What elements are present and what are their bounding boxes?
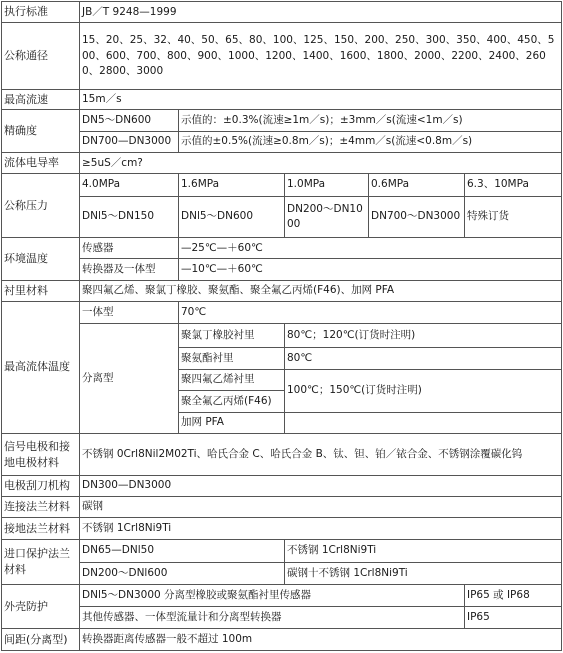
row-maxtemp-integral	[2, 302, 562, 324]
inlet-flange-material-2: 碳钢十不锈钢 1Crl8Ni9Ti	[285, 562, 562, 584]
ambient-converter-label: 转换器及一体型	[80, 259, 179, 280]
row-diameter	[2, 23, 562, 90]
row-maxflow	[2, 90, 562, 110]
row-protection-1	[2, 584, 562, 606]
pressure-range-5: 特殊订货	[465, 196, 562, 238]
maxtemp-integral-label: 一体型	[80, 302, 179, 324]
row-electrode	[2, 433, 562, 476]
maxtemp-material-5: 加网 PFA	[179, 412, 285, 433]
row-standard	[2, 2, 562, 23]
row-pressure-values	[2, 174, 562, 196]
pressure-value-5: 6.3、10MPa	[465, 174, 562, 196]
row-scraper	[2, 476, 562, 496]
pressure-range-3: DN200～DN1000	[285, 196, 369, 238]
protection-desc-2: 其他传感器、一体型流量计和分离型转换器	[80, 607, 465, 629]
ambient-sensor-label: 传感器	[80, 238, 179, 259]
label-conductivity: 流体电导率	[2, 153, 80, 174]
maxtemp-material-3: 聚四氟乙烯衬里	[179, 369, 285, 390]
protection-ip-1: IP65 或 IP68	[465, 584, 562, 606]
pressure-range-1: DNl5～DN150	[80, 196, 179, 238]
value-lining: 聚四氟乙烯、聚氯丁橡胶、聚氨酯、聚全氟乙丙烯(F46)、加网 PFA	[80, 280, 562, 301]
ambient-converter-value: —10℃—＋60℃	[179, 259, 562, 280]
row-protection-2	[2, 607, 562, 629]
maxtemp-temp-2: 80℃	[285, 347, 562, 369]
accuracy-range-2: DN700—DN3000	[80, 131, 179, 152]
label-flange: 连接法兰材料	[2, 496, 80, 517]
row-flange	[2, 496, 562, 517]
inlet-flange-range-1: DN65—DNl50	[80, 540, 285, 562]
pressure-range-2: DNl5～DN600	[179, 196, 285, 238]
ambient-sensor-value: —25℃—＋60℃	[179, 238, 562, 259]
maxtemp-temp-5	[285, 412, 562, 433]
row-ambient-sensor	[2, 238, 562, 259]
accuracy-range-1: DN5～DN600	[80, 110, 179, 131]
value-flange: 碳钢	[80, 496, 562, 517]
label-maxtemp: 最高流体温度	[2, 302, 80, 434]
protection-desc-1: DNl5～DN3000 分离型橡胶或聚氨酯衬里传感器	[80, 584, 465, 606]
label-electrode: 信号电极和接地电极材料	[2, 433, 80, 476]
row-accuracy-1	[2, 110, 562, 131]
maxtemp-material-4: 聚全氟乙丙烯(F46)	[179, 391, 285, 412]
value-scraper: DN300—DN3000	[80, 476, 562, 496]
value-ground-flange: 不锈钢 1Crl8Ni9Ti	[80, 517, 562, 539]
maxtemp-material-2: 聚氨酯衬里	[179, 347, 285, 369]
row-ambient-converter	[2, 259, 562, 280]
maxtemp-material-1: 聚氯丁橡胶衬里	[179, 324, 285, 347]
spec-table	[1, 1, 562, 651]
maxtemp-split-label: 分离型	[80, 324, 179, 433]
row-conductivity	[2, 153, 562, 174]
label-inlet-flange: 进口保护法兰材料	[2, 540, 80, 585]
protection-ip-2: IP65	[465, 607, 562, 629]
label-ground-flange: 接地法兰材料	[2, 517, 80, 539]
row-lining	[2, 280, 562, 301]
row-maxtemp-m1	[2, 324, 562, 347]
label-ambient: 环境温度	[2, 238, 80, 281]
value-standard: JB／T 9248—1999	[80, 2, 562, 23]
value-diameter: 15、20、25、32、40、50、65、80、100、125、150、200、250、300、350、400、450、500、600、700、800、900、1000、1200、1400、1600、1800、2000、2200、2400、2600、2800、3000	[80, 23, 562, 90]
pressure-range-4: DN700～DN3000	[369, 196, 465, 238]
pressure-value-2: 1.6MPa	[179, 174, 285, 196]
pressure-value-1: 4.0MPa	[80, 174, 179, 196]
label-diameter: 公称通径	[2, 23, 80, 90]
row-ground-flange	[2, 517, 562, 539]
inlet-flange-range-2: DN200～DNl600	[80, 562, 285, 584]
label-lining: 衬里材料	[2, 280, 80, 301]
value-maxflow: 15m／s	[80, 90, 562, 110]
label-protection: 外壳防护	[2, 584, 80, 629]
value-distance: 转换器距离传感器一般不超过 100m	[80, 629, 562, 651]
value-conductivity: ≥5uS／cm?	[80, 153, 562, 174]
label-pressure: 公称压力	[2, 174, 80, 238]
label-distance: 间距(分离型)	[2, 629, 80, 651]
label-scraper: 电极刮刀机构	[2, 476, 80, 496]
label-accuracy: 精确度	[2, 110, 80, 153]
row-inlet-flange-2	[2, 562, 562, 584]
pressure-value-4: 0.6MPa	[369, 174, 465, 196]
accuracy-spec-1: 示值的：±0.3%(流速≥1m／s)；±3mm／s(流速<1m／s)	[179, 110, 562, 131]
row-accuracy-2	[2, 131, 562, 152]
label-standard: 执行标准	[2, 2, 80, 23]
row-pressure-ranges	[2, 196, 562, 238]
row-inlet-flange-1	[2, 540, 562, 562]
pressure-value-3: 1.0MPa	[285, 174, 369, 196]
label-maxflow: 最高流速	[2, 90, 80, 110]
row-distance	[2, 629, 562, 651]
accuracy-spec-2: 示值的±0.5%(流速≥0.8m／s)；±4mm／s(流速<0.8m／s)	[179, 131, 562, 152]
value-electrode: 不锈钢 0Crl8Nil2M02Ti、哈氏合金 C、哈氏合金 B、钛、钽、铂／铱合金、不锈钢涂覆碳化钨	[80, 433, 562, 476]
maxtemp-temp-34: 100℃；150℃(订货时注明)	[285, 369, 562, 412]
maxtemp-temp-1: 80℃；120℃(订货时注明)	[285, 324, 562, 347]
maxtemp-integral-value: 70℃	[179, 302, 562, 324]
inlet-flange-material-1: 不锈钢 1Crl8Ni9Ti	[285, 540, 562, 562]
